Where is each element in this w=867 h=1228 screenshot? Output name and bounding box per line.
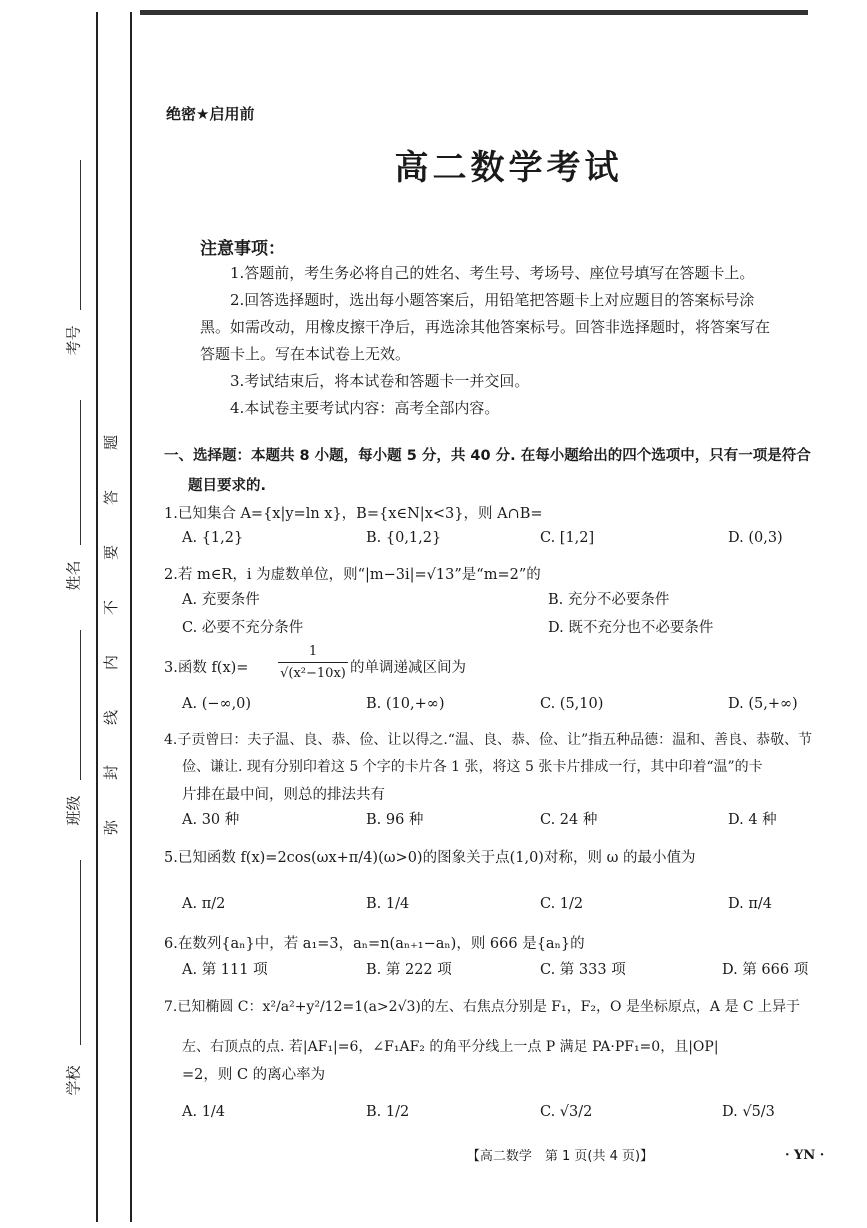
q1-option-d: D. (0,3) xyxy=(728,530,783,546)
seal-char: 线 xyxy=(102,709,121,726)
q6-option-b: B. 第 222 项 xyxy=(366,962,452,978)
q5-option-b: B. 1/4 xyxy=(366,896,410,912)
q5-option-a: A. π/2 xyxy=(182,896,226,912)
q4-option-c: C. 24 种 xyxy=(540,812,598,828)
q7-option-a: A. 1/4 xyxy=(182,1104,226,1120)
name-label: 姓名 xyxy=(64,560,83,591)
question-5-stem: 5.已知函数 f(x)=2cos(ωx+π/4)(ω>0)的图象关于点(1,0)对称，则 ω 的最小值为 xyxy=(164,850,696,866)
q5-option-d: D. π/4 xyxy=(728,896,772,912)
section-heading: 一、选择题：本题共 8 小题，每小题 5 分，共 40 分. 在每小题给出的四个选项中，只有一项是符合 xyxy=(164,448,811,464)
q3-fraction-denominator: √(x²−10x) xyxy=(280,666,346,681)
q3-option-c: C. (5,10) xyxy=(540,696,604,712)
notice-line: 4.本试卷主要考试内容：高考全部内容。 xyxy=(230,399,500,417)
binding-line-outer xyxy=(96,12,98,1222)
q2-option-c: C. 必要不充分条件 xyxy=(182,620,304,636)
seal-char: 弥 xyxy=(102,819,121,836)
q3-option-d: D. (5,+∞) xyxy=(728,696,798,712)
q7-option-b: B. 1/2 xyxy=(366,1104,410,1120)
q4-option-a: A. 30 种 xyxy=(182,812,240,828)
q2-option-a: A. 充要条件 xyxy=(182,592,260,608)
question-4-stem-cont: 俭、谦让. 现有分别印着这 5 个字的卡片各 1 张，将这 5 张卡片排成一行，其中印着“温”的卡 xyxy=(182,759,763,775)
q5-option-c: C. 1/2 xyxy=(540,896,584,912)
q1-option-c: C. [1,2] xyxy=(540,530,595,546)
seal-char: 内 xyxy=(102,654,121,671)
notice-line: 2.回答选择题时，选出每小题答案后，用铅笔把答题卡上对应题目的答案标号涂 xyxy=(230,291,755,309)
question-4-stem: 4.子贡曾曰：夫子温、良、恭、俭、让以得之.“温、良、恭、俭、让”指五种品德：温和、善良、恭敬、节 xyxy=(164,732,813,748)
q3-fraction-bar xyxy=(278,662,348,663)
q3-option-a: A. (−∞,0) xyxy=(182,696,252,712)
q3-option-b: B. (10,+∞) xyxy=(366,696,445,712)
name-line xyxy=(80,400,81,545)
class-label: 班级 xyxy=(64,795,83,826)
question-4-stem-cont: 片排在最中间，则总的排法共有 xyxy=(182,787,385,803)
q4-option-d: D. 4 种 xyxy=(728,812,777,828)
top-border xyxy=(140,10,808,15)
notice-line: 答题卡上。写在本试卷上无效。 xyxy=(200,345,411,363)
notice-heading: 注意事项： xyxy=(200,239,285,259)
seal-char: 题 xyxy=(102,434,121,451)
q7-option-c: C. √3/2 xyxy=(540,1104,593,1120)
q6-option-c: C. 第 333 项 xyxy=(540,962,626,978)
q2-option-b: B. 充分不必要条件 xyxy=(548,592,670,608)
question-7-stem: 7.已知椭圆 C：x²/a²+y²/12=1(a>2√3)的左、右焦点分别是 F₁，F₂，O 是坐标原点，A 是 C 上异于 xyxy=(164,999,801,1015)
school-label: 学校 xyxy=(64,1065,83,1096)
seal-char: 封 xyxy=(102,764,121,781)
question-7-stem-cont: 左、右顶点的点. 若|AF₁|=6，∠F₁AF₂ 的角平分线上一点 P 满足 PA·PF₁=0，且|OP| xyxy=(182,1039,719,1055)
school-line xyxy=(80,860,81,1045)
seal-char: 答 xyxy=(102,489,121,506)
exam-no-label: 考号 xyxy=(64,325,83,356)
question-2-stem: 2.若 m∈R，i 为虚数单位，则“|m−3i|=√13”是“m=2”的 xyxy=(164,567,541,583)
class-line xyxy=(80,630,81,780)
question-6-stem: 6.在数列{aₙ}中，若 a₁=3，aₙ=n(aₙ₊₁−aₙ)，则 666 是{aₙ}的 xyxy=(164,936,585,952)
q4-option-b: B. 96 种 xyxy=(366,812,424,828)
page-title: 高二数学考试 xyxy=(394,148,623,188)
q6-option-d: D. 第 666 项 xyxy=(722,962,809,978)
page-footer: 【高二数学 第 1 页(共 4 页)】 xyxy=(466,1149,654,1164)
question-7-stem-cont: =2，则 C 的离心率为 xyxy=(182,1067,326,1083)
question-1-stem: 1.已知集合 A={x|y=ln x}，B={x∈N|x<3}，则 A∩B= xyxy=(164,506,543,522)
q1-option-a: A. {1,2} xyxy=(182,530,244,546)
question-3-stem: 3.函数 f(x)= xyxy=(164,660,249,676)
q1-option-b: B. {0,1,2} xyxy=(366,530,442,546)
secret-label: 绝密★启用前 xyxy=(166,105,255,123)
section-heading-cont: 题目要求的. xyxy=(188,478,267,494)
footer-tag: · YN · xyxy=(785,1148,825,1163)
seal-char: 不 xyxy=(102,599,121,616)
notice-line: 黑。如需改动，用橡皮擦干净后，再选涂其他答案标号。回答非选择题时，将答案写在 xyxy=(200,318,771,336)
q3-fraction-numerator: 1 xyxy=(308,644,318,659)
question-3-stem-end: 的单调递减区间为 xyxy=(350,660,466,676)
binding-line-inner xyxy=(130,12,132,1222)
q6-option-a: A. 第 111 项 xyxy=(182,962,268,978)
q7-option-d: D. √5/3 xyxy=(722,1104,775,1120)
seal-char: 要 xyxy=(102,544,121,561)
notice-line: 1.答题前，考生务必将自己的姓名、考生号、考场号、座位号填写在答题卡上。 xyxy=(230,264,755,282)
q2-option-d: D. 既不充分也不必要条件 xyxy=(548,620,714,636)
notice-line: 3.考试结束后，将本试卷和答题卡一并交回。 xyxy=(230,372,530,390)
